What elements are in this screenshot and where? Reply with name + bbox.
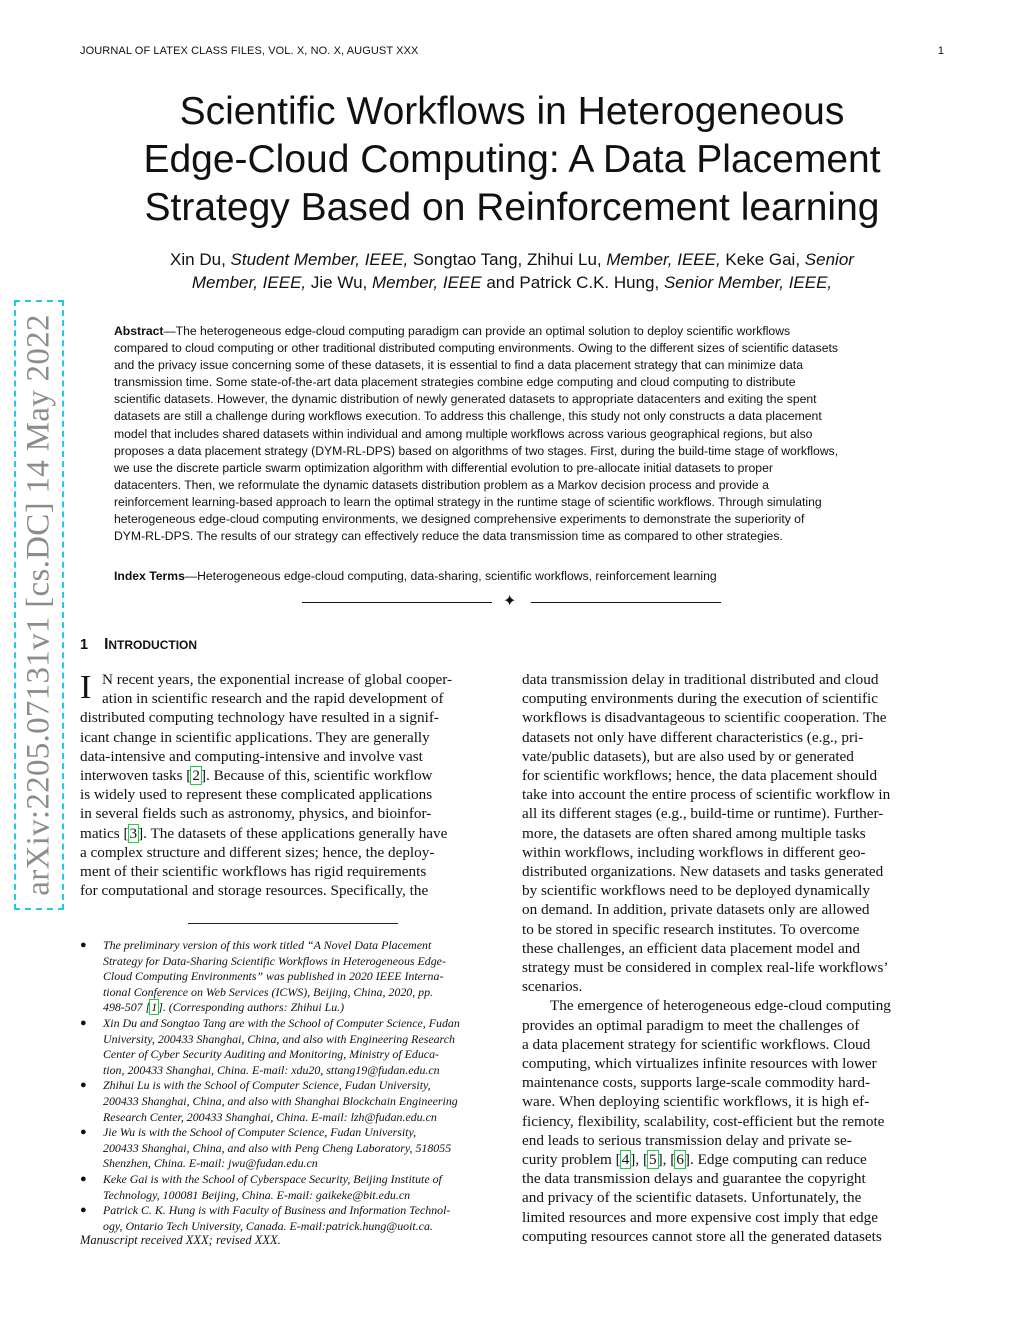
drop-cap: I <box>80 669 92 706</box>
body-text-line <box>522 708 944 727</box>
page-number: 1 <box>937 45 944 57</box>
text-run: Xin Du, <box>170 250 231 269</box>
footnote-line <box>103 1125 510 1141</box>
text-run: vate/public datasets), but are also used by or generated <box>522 747 854 765</box>
footnote-item <box>80 1125 510 1172</box>
bullet-icon: ● <box>80 1126 87 1139</box>
text-run: icant change in scientific applications. They are generally <box>80 728 430 746</box>
footnote-line <box>103 1188 510 1204</box>
text-run: Patrick C. K. Hung is with Faculty of Business and Information Technol- <box>103 1203 451 1218</box>
title-line: Edge-Cloud Computing: A Data Placement <box>143 138 881 181</box>
text-run: Zhihui Lu is with the School of Computer Science, Fudan University, <box>103 1078 431 1093</box>
paper-title <box>100 88 924 232</box>
text-run: data-intensive and computing-intensive and involve vast <box>80 747 423 765</box>
arxiv-identifier: arXiv:2205.07131v1 [cs.DC] 14 May 2022 <box>20 314 57 896</box>
text-run: Member, IEEE <box>371 273 482 292</box>
text-run: . Edge computing can reduce <box>689 1151 867 1169</box>
body-text-line <box>522 958 944 977</box>
author-line <box>110 248 914 271</box>
footnote-line <box>103 1172 510 1188</box>
abstract <box>114 323 914 545</box>
text-run: tional Conference on Web Services (ICWS), Beijing, China, 2020, pp. <box>103 984 434 999</box>
text-run: N recent years, the exponential increase of global cooper- <box>102 671 453 688</box>
footnote-line <box>103 1063 510 1079</box>
text-run: 200433 Shanghai, China, and also with Shanghai Blockchain Engineering <box>103 1093 458 1108</box>
bullet-icon: ● <box>80 939 87 951</box>
text-run: Research Center, 200433 Shanghai, China. E-mail: lzh@fudan.edu.cn <box>103 1109 437 1124</box>
text-run: Senior <box>804 250 854 269</box>
divider-line-left <box>302 602 492 603</box>
body-text-line <box>80 708 502 727</box>
body-text-line <box>80 689 502 708</box>
body-text-line <box>522 1016 944 1035</box>
text-run: take into account the entire process of scientific workflow in <box>522 786 891 804</box>
footnote-line <box>103 1203 510 1219</box>
text-run: tion, 200433 Shanghai, China. E-mail: xdu20, sttang19@fudan.edu.cn <box>103 1062 440 1077</box>
section-heading <box>80 636 197 654</box>
footnote-rule <box>188 923 398 924</box>
body-text-line <box>522 881 944 900</box>
body-text-line <box>522 977 944 996</box>
footnote-item <box>80 938 510 1016</box>
text-run: interwoven tasks <box>80 767 187 785</box>
body-text-line: curity problem [4], [5], [6]. Edge computing can reduce <box>522 1151 867 1169</box>
footnote-line <box>103 938 510 954</box>
text-run: computing, which virtualizes infinite resources with lower <box>522 1055 877 1073</box>
footnote-line <box>103 954 510 970</box>
body-text-line <box>522 1073 944 1092</box>
text-run: distributed computing technology have resulted in a signif- <box>80 709 439 727</box>
body-text-line <box>80 670 502 689</box>
text-run: by scientific workflows need to be deployed dynamically <box>522 882 870 900</box>
text-run: for scientific workflows; hence, the data placement should <box>522 767 878 785</box>
text-run: data transmission delay in traditional distributed and cloud <box>522 671 879 688</box>
text-run: 498-507 <box>103 1000 146 1015</box>
text-run: curity problem <box>522 1151 616 1169</box>
text-run: Jie Wu, <box>306 273 372 292</box>
section-number: 1 <box>80 637 89 653</box>
body-text-line <box>522 747 944 766</box>
text-run: ment of their scientific workflows has rigid requirements <box>80 863 427 881</box>
text-run: ogy, Ontario Tech University, Canada. E-mail:patrick.hung@uoit.ca. <box>103 1218 433 1233</box>
body-text-line <box>522 1131 944 1150</box>
text-run: for computational and storage resources. Specifically, the <box>80 882 429 900</box>
footnotes <box>80 938 510 1234</box>
text-run: within workflows, including workflows in different geo- <box>522 843 866 861</box>
text-run: Shenzhen, China. E-mail: jwu@fudan.edu.cn <box>103 1156 318 1171</box>
citation-link[interactable]: 4 <box>621 1151 630 1169</box>
abstract-line: DYM-RL-DPS. The results of our strategy can effectively reduce the data transmission time as compared to other strategies. <box>114 529 783 544</box>
text-run: ware. When deploying scientific workflows, it is high ef- <box>522 1093 870 1111</box>
footnote-item <box>80 1203 510 1234</box>
text-run: datasets not only have different characteristics (e.g., pri- <box>522 728 864 746</box>
section-title-rest: NTRODUCTION <box>108 638 198 652</box>
text-run: these challenges, an efficient data placement model and <box>522 939 860 957</box>
text-run: Jie Wu is with the School of Computer Science, Fudan University, <box>103 1125 417 1140</box>
divider-line-right <box>531 602 721 603</box>
text-run: Xin Du and Songtao Tang are with the School of Computer Science, Fudan <box>103 1015 460 1030</box>
abstract-line: transmission time. Some state-of-the-art data placement strategies combine edge computing and cloud computing to distribute <box>114 375 796 390</box>
text-run: distributed organizations. New datasets and tasks generated <box>522 863 884 881</box>
text-run: Cloud Computing Environments” was published in 2020 IEEE Interna- <box>103 969 444 984</box>
text-run: more, the datasets are often shared among multiple tasks <box>522 824 866 842</box>
body-text-line <box>522 804 944 823</box>
arxiv-stamp <box>14 300 64 910</box>
body-text-line <box>522 824 944 843</box>
abstract-line: scientific datasets. However, the dynamic distribution of newly generated datasets to appropriate datacenters and exiting the spent <box>114 392 817 407</box>
text-run: workflows is disadvantageous to scientific cooperation. The <box>522 709 887 727</box>
body-text-line <box>522 785 944 804</box>
text-run: ation in scientific research and the rapid development of <box>102 690 444 708</box>
abstract-line: datacenters. Then, we reformulate the dynamic datasets distribution problem as a Markov decision process and provide a <box>114 477 769 492</box>
body-text-line <box>522 939 944 958</box>
body-text-line <box>522 920 944 939</box>
body-text-line <box>80 862 502 881</box>
body-text-line <box>522 1208 944 1227</box>
body-text-line <box>522 843 944 862</box>
body-text-line <box>522 900 944 919</box>
bullet-icon: ● <box>80 1172 87 1185</box>
bullet-icon: ● <box>80 1079 87 1092</box>
body-text-line <box>522 862 944 881</box>
text-run: all its different stages (e.g., build-time or runtime). Further- <box>522 805 884 823</box>
text-run: the data transmission delays and guarantee the copyright <box>522 1170 866 1188</box>
abstract-line: reinforcement learning-based approach to learn the optimal strategy in the runtime stage of scientific workflows. Through simulating <box>114 494 822 509</box>
citation-link[interactable]: 6 <box>676 1151 684 1169</box>
abstract-line: model that includes shared datasets within individual and among multiple workflows across various geographical regions, but also <box>114 426 813 441</box>
text-run: Strategy for Data-Sharing Scientific Workflows in Heterogeneous Edge- <box>103 953 446 968</box>
diamond-ornament-icon: ✦ <box>503 593 517 610</box>
left-column <box>80 670 502 900</box>
author-line <box>110 271 914 294</box>
body-text-line <box>80 728 502 747</box>
text-run: provides an optimal paradigm to meet the challenges of <box>522 1016 860 1034</box>
abstract-line: heterogeneous edge-cloud computing environments, we designed comprehensive experiments to demonstrate the superiority of <box>114 512 805 527</box>
index-terms <box>114 569 717 583</box>
footnote-line <box>103 1141 510 1157</box>
running-header: JOURNAL OF LATEX CLASS FILES, VOL. X, NO. X, AUGUST XXX <box>80 45 419 57</box>
right-column <box>522 670 944 1246</box>
text-run: Student Member, IEEE, <box>230 250 409 269</box>
text-run: on demand. In addition, private datasets only are allowed <box>522 901 870 919</box>
footnote-line <box>103 985 510 1001</box>
citation-link[interactable]: 3 <box>129 824 138 842</box>
citation-link[interactable]: 1 <box>151 1000 158 1015</box>
body-text-line: interwoven tasks [2]. Because of this, scientific workflow <box>80 767 433 785</box>
author-list <box>110 248 914 294</box>
index-terms-label: Index Terms <box>114 569 185 583</box>
text-run: limited resources and more expensive cost imply that edge <box>522 1208 878 1226</box>
text-run: Keke Gai, <box>720 250 805 269</box>
text-run: Technology, 100081 Beijing, China. E-mail: gaikeke@bit.edu.cn <box>103 1187 411 1202</box>
text-run: . Because of this, scientific workflow <box>206 767 433 785</box>
text-run: Songtao Tang, Zhihui Lu, <box>408 250 607 269</box>
body-text-line <box>522 728 944 747</box>
footnote-item <box>80 1016 510 1078</box>
body-text-line <box>522 689 944 708</box>
section-title-initial: I <box>104 636 109 653</box>
footnote-line <box>103 1078 510 1094</box>
abstract-line: proposes a data placement strategy (DYM-RL-DPS) based on algorithms of two stages. First, during the build-time stage of workflows, <box>114 443 839 458</box>
footnote-line: 498-507 [1]. (Corresponding authors: Zhihui Lu.) <box>103 1000 345 1015</box>
text-run: Keke Gai is with the School of Cyberspace Security, Beijing Institute of <box>103 1171 442 1186</box>
body-text-line <box>522 1227 944 1246</box>
abstract-label: Abstract <box>114 324 164 338</box>
text-run: maintenance costs, supports large-scale commodity hard- <box>522 1074 871 1092</box>
text-run: Center of Cyber Security Auditing and Monitoring, Ministry of Educa- <box>103 1047 439 1062</box>
text-run: a complex structure and different sizes; hence, the deploy- <box>80 843 435 861</box>
footnote-line <box>103 1016 510 1032</box>
footnote-line <box>103 969 510 985</box>
body-text-line <box>522 1092 944 1111</box>
abstract-line: and the privacy issue concerning some of these datasets, it is essential to find a data placement strategy that can minimize data <box>114 358 803 373</box>
body-text-line <box>522 766 944 785</box>
footnote-line <box>103 1032 510 1048</box>
text-run: end leads to serious transmission delay and private se- <box>522 1131 852 1149</box>
text-run: scenarios. <box>522 978 583 996</box>
text-run: matics <box>80 824 124 842</box>
footnote-line <box>103 1156 510 1172</box>
text-run: University, 200433 Shanghai, China, and also with Engineering Research <box>103 1031 455 1046</box>
abstract-line: Abstract—The heterogeneous edge-cloud computing paradigm can provide an optimal solution to deploy scientific workflows <box>114 324 791 338</box>
body-text-line <box>80 843 502 862</box>
text-run: is widely used to represent these complicated applications <box>80 786 433 804</box>
text-run: a data placement strategy for scientific workflows. Cloud <box>522 1035 871 1053</box>
title-line: Scientific Workflows in Heterogeneous <box>179 90 845 133</box>
body-text-line <box>80 881 502 900</box>
body-text-line <box>522 1169 944 1188</box>
text-run: and Patrick C.K. Hung, <box>481 273 664 292</box>
bullet-icon: ● <box>80 1204 87 1217</box>
text-run: The emergence of heterogeneous edge-cloud computing <box>550 997 891 1015</box>
text-run: , <box>662 1151 671 1169</box>
index-terms-text: —Heterogeneous edge-cloud computing, data-sharing, scientific workflows, reinforcement learning <box>184 569 717 583</box>
abstract-line: we use the discrete particle swarm optimization algorithm with differential evolution to pre-allocate initial datasets to proper <box>114 460 773 475</box>
text-run: strategy must be considered in complex real-life workflows’ <box>522 959 889 977</box>
body-text-line <box>80 747 502 766</box>
body-text-line <box>522 1054 944 1073</box>
text-run: and privacy of the scientific datasets. Unfortunately, the <box>522 1189 862 1207</box>
footnote-item <box>80 1172 510 1203</box>
manuscript-note: Manuscript received XXX; revised XXX. <box>80 1233 281 1247</box>
title-line: Strategy Based on Reinforcement learning <box>144 186 880 229</box>
body-text-line <box>522 1035 944 1054</box>
footnote-item <box>80 1078 510 1125</box>
text-run: . The datasets of these applications generally have <box>143 824 448 842</box>
citation-link[interactable]: 2 <box>192 767 200 785</box>
footnote-line <box>103 1094 510 1110</box>
footnote-line <box>103 1219 510 1235</box>
body-text-line <box>522 996 944 1015</box>
text-run: Member, IEEE, <box>606 250 721 269</box>
text-run: The preliminary version of this work titled “A Novel Data Placement <box>103 938 432 952</box>
text-run: Member, IEEE, <box>191 273 307 292</box>
footnote-line <box>103 1047 510 1063</box>
text-run: 200433 Shanghai, China, and also with Peng Cheng Laboratory, 518055 <box>103 1140 452 1155</box>
text-run: computing resources cannot store all the generated datasets <box>522 1227 882 1245</box>
abstract-line: compared to cloud computing or other traditional distributed computing environments. Owing to the different sizes of scientific datasets <box>114 341 838 356</box>
text-run: to be stored in specific research institutes. To overcome <box>522 920 860 938</box>
text-run: in several fields such as astronomy, physics, and bioinfor- <box>80 805 432 823</box>
body-text-line <box>80 785 502 804</box>
citation-link[interactable]: 5 <box>649 1151 657 1169</box>
text-run: , <box>635 1151 643 1169</box>
body-text-line: matics [3]. The datasets of these applications generally have <box>80 824 448 842</box>
text-run: Senior Member, IEEE, <box>663 273 833 292</box>
body-text-line <box>80 804 502 823</box>
body-text-line <box>522 670 944 689</box>
text-run: . (Corresponding authors: Zhihui Lu.) <box>162 1000 345 1015</box>
abstract-line: datasets are still a challenge during workflows execution. To address this challenge, this study not only constructs a data placement <box>114 409 822 424</box>
text-run: ficiency, flexibility, scalability, cost-efficient but the remote <box>522 1112 885 1130</box>
text-run: computing environments during the execution of scientific <box>522 690 878 708</box>
footnote-line <box>103 1110 510 1126</box>
body-text-line <box>522 1188 944 1207</box>
bullet-icon: ● <box>80 1016 87 1029</box>
body-text-line <box>522 1112 944 1131</box>
